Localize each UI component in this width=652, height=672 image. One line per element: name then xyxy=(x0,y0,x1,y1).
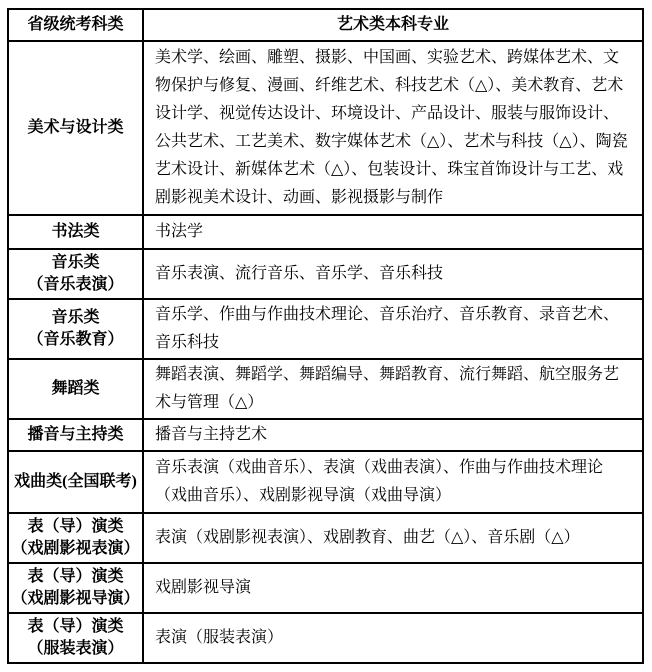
majors-cell: 戏剧影视导演 xyxy=(143,563,643,613)
table-row xyxy=(8,41,643,215)
majors-cell: 美术学、绘画、雕塑、摄影、中国画、实验艺术、跨媒体艺术、文物保护与修复、漫画、纤维艺术、科技艺术（△）、美术教育、艺术设计学、视觉传达设计、环境设计、产品设计、服装与服饰设计、公共艺术、工艺美术、数字媒体艺术（△）、艺术与科技（△）、陶瓷艺术设计、新媒体艺术（△）、包装设计、珠宝首饰设计与工艺、戏剧影视美术设计、动画、影视摄影与制作 xyxy=(143,41,643,215)
category-cell: 表（导）演类 （戏剧影视导演） xyxy=(8,563,143,613)
category-cell: 播音与主持类 xyxy=(8,419,143,451)
category-cell: 表（导）演类 （服装表演） xyxy=(8,613,143,663)
table-row xyxy=(8,215,643,249)
majors-cell: 表演（服装表演） xyxy=(143,613,643,663)
category-cell: 戏曲类(全国联考) xyxy=(8,451,143,513)
exam-category-table xyxy=(7,8,644,664)
category-cell: 书法类 xyxy=(8,215,143,249)
table-row xyxy=(8,299,643,359)
majors-cell: 舞蹈表演、舞蹈学、舞蹈编导、舞蹈教育、流行舞蹈、航空服务艺术与管理（△） xyxy=(143,359,643,419)
table-row xyxy=(8,419,643,451)
column-header-exam-category: 省级统考科类 xyxy=(8,9,143,41)
table-row xyxy=(8,249,643,299)
category-cell: 舞蹈类 xyxy=(8,359,143,419)
majors-cell: 音乐表演、流行音乐、音乐学、音乐科技 xyxy=(143,249,643,299)
exam-table-body xyxy=(8,41,643,663)
category-cell: 音乐类 （音乐表演） xyxy=(8,249,143,299)
majors-cell: 音乐学、作曲与作曲技术理论、音乐治疗、音乐教育、录音艺术、音乐科技 xyxy=(143,299,643,359)
table-row xyxy=(8,563,643,613)
majors-cell: 播音与主持艺术 xyxy=(143,419,643,451)
majors-cell: 表演（戏剧影视表演）、戏剧教育、曲艺（△）、音乐剧（△） xyxy=(143,513,643,563)
category-cell: 音乐类 （音乐教育） xyxy=(8,299,143,359)
majors-cell: 音乐表演（戏曲音乐）、表演（戏曲表演）、作曲与作曲技术理论（戏曲音乐）、戏剧影视导演（戏曲导演） xyxy=(143,451,643,513)
table-header-row xyxy=(8,9,643,41)
table-row xyxy=(8,359,643,419)
majors-cell: 书法学 xyxy=(143,215,643,249)
column-header-art-majors: 艺术类本科专业 xyxy=(143,9,643,41)
category-cell: 表（导）演类 （戏剧影视表演） xyxy=(8,513,143,563)
category-cell: 美术与设计类 xyxy=(8,41,143,215)
table-row xyxy=(8,451,643,513)
table-row xyxy=(8,613,643,663)
table-row xyxy=(8,513,643,563)
